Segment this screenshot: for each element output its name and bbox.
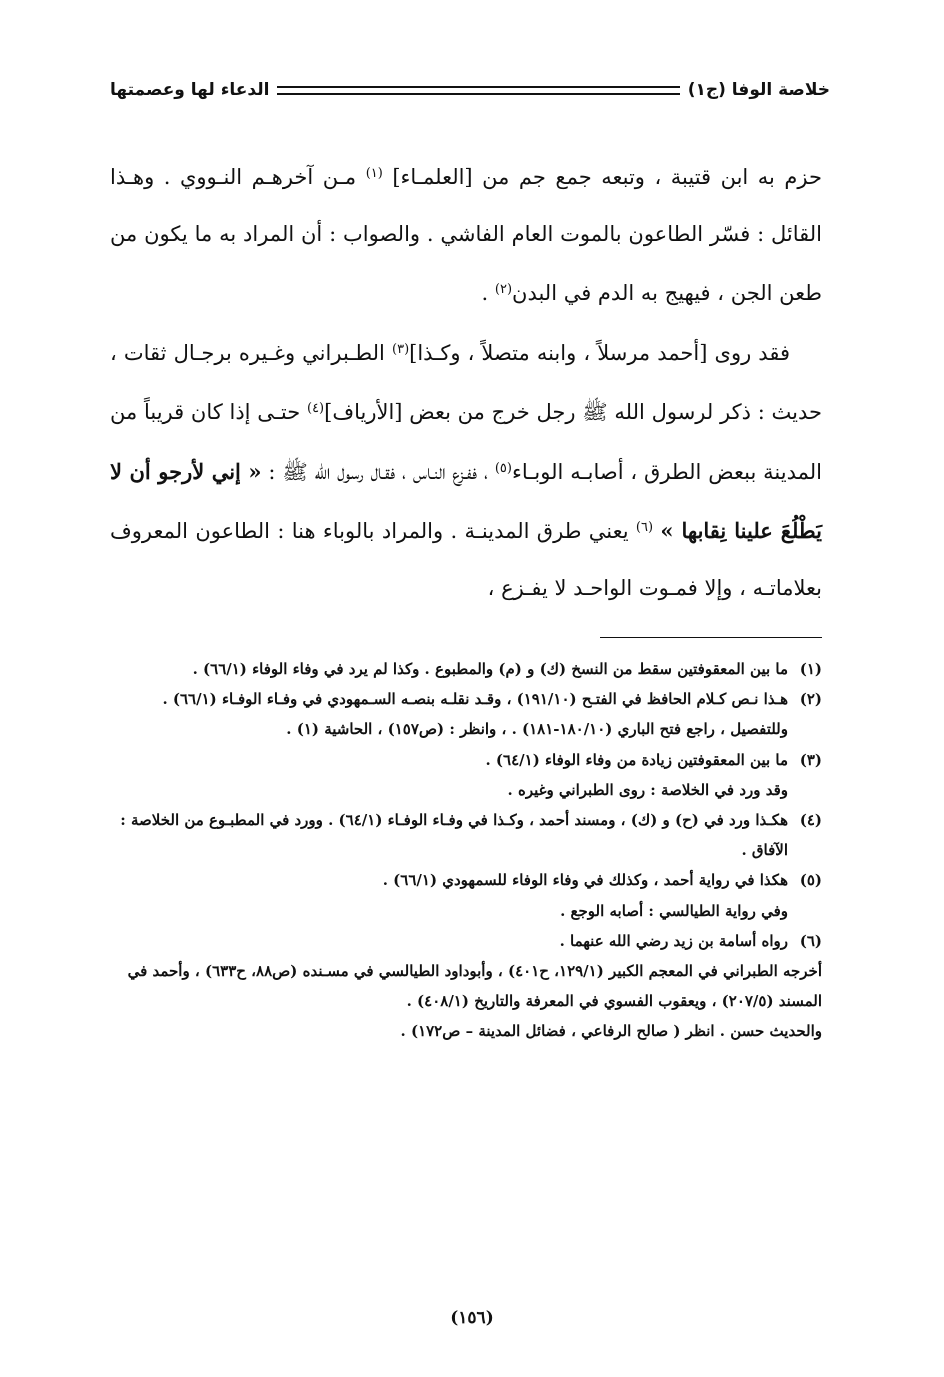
footnote-number: (١) <box>799 660 822 678</box>
footnote-number: (٢) <box>799 690 822 709</box>
p1-part-b: مـن آخرهـم النـووي . وهـذا القائل : فسّر الطاعون بالموت العام الفاشي . والصواب : أن المراد به ما يكون من طعن الجن ، فيهيج به الدم في البدن <box>110 165 822 305</box>
footnote-6-takhrij: أخرجه الطبراني في المعجم الكبير (١٢٩/١، ح٤٠١) ، وأبوداود الطيالسي في مسـنده (ص٨٨، ح٦٣٣) ، وأحمد في المسند (٢٠٧/٥) ، ويعقوب الفسوي في المعرفة والتاريخ (٤٠٨/١) . <box>127 962 822 1011</box>
header-rule <box>277 86 679 95</box>
paragraph-2 <box>110 322 822 617</box>
p1-part-c: . <box>481 281 489 305</box>
p2-part-a: فقد روى [أحمد مرسلاً ، وابنه متصلاً ، وكـذا] <box>409 340 790 365</box>
footnote-text: هكذا في رواية أحمد ، وكذلك في وفاء الوفاء للسمهودي (٦٦/١) . <box>382 871 788 890</box>
footnote-separator <box>600 637 822 638</box>
footnote-ref-2[interactable]: (٢) <box>494 282 513 297</box>
footnote-ref-3[interactable]: (٣) <box>392 341 410 357</box>
running-header <box>110 78 830 102</box>
chapter-title: الدعاء لها وعصمتها <box>110 80 270 100</box>
footnote-ref-1[interactable]: (١) <box>365 166 383 181</box>
footnote-3-continuation: وقد ورد في الخلاصة : روى الطبراني وغيره . <box>507 780 788 799</box>
footnote-6-grading: والحديث حسن . انظر ( صالح الرفاعي ، فضائل المدينة – ص١٧٢) . <box>400 1022 822 1041</box>
footnote-6 <box>110 926 822 956</box>
main-text <box>110 146 822 616</box>
footnote-number: (٦) <box>799 931 822 950</box>
footnote-5 <box>110 865 822 895</box>
p2-part-c: حتـى إذا كان قريباً من المدينة ببعض الطرق ، أصابـه الوبـاء <box>110 400 822 484</box>
paragraph-1 <box>110 146 822 322</box>
p2-part-b: الطـبراني وغـيره برجـال ثقات ، حديث : ذكر لرسول الله ﷺ رجل خرج من بعض [الأرياف] <box>110 340 822 424</box>
footnote-2-continuation: وللتفصيل ، راجع فتح الباري (١٨٠/١٠-١٨١) . ، وانظر : (ص١٥٧) ، الحاشية (١) . <box>286 720 788 739</box>
footnote-text: هكـذا ورد في (ح) و (ك) ، ومسند أحمد ، وكـذا في وفـاء الوفـاء (٦٤/١) . وورد في المطبـوع من الخلاصة : الآفاق . <box>120 811 788 860</box>
footnote-text: رواه أسامة بن زيد رضي الله عنهما . <box>559 931 788 950</box>
footnote-text: ما بين المعقوفتين زيادة من وفاء الوفاء (٦٤/١) . <box>485 750 788 769</box>
footnote-5-continuation: وفي رواية الطيالسي : أصابه الوجع . <box>560 901 788 920</box>
footnote-4 <box>110 805 822 865</box>
footnote-3 <box>110 745 822 775</box>
footnote-text: ما بين المعقوفتين سقط من النسخ (ك) و (م) والمطبوع . وكذا لم يرد في وفاء الوفاء (٦٦/١) . <box>192 660 788 678</box>
p2-part-e: يعني طرق المدينـة . والمراد بالوباء هنا : الطاعون المعروف بعلاماتـه ، وإلا فمـوت الواحـد لا يفـزع ، <box>110 519 822 600</box>
footnote-number: (٥) <box>799 871 822 890</box>
footnote-text: هـذا نـص كـلام الحافظ في الفتـح (١٩١/١٠) ، وقـد نقلـه بنصـه السـمهودي في وفـاء الوفـاء (٦٦/١) . <box>162 690 788 709</box>
p1-part-a: حزم به ابن قتيبة ، وتبعه جمع جم من [العلمـاء] <box>392 165 822 189</box>
footnote-number: (٤) <box>799 811 822 830</box>
footnote-ref-5[interactable]: (٥) <box>494 460 512 476</box>
book-title: خلاصة الوفا (ج١) <box>687 80 830 100</box>
p2-part-d: ، ففـزع النـاس ، فقـال رسول الله ﷺ : <box>268 459 488 484</box>
footnote-2 <box>110 684 822 714</box>
hadith-quote: « إني لأرجو أن لا يَطْلُعَ علينا نِقابها » <box>110 458 822 543</box>
footnote-1 <box>110 654 822 684</box>
footnote-number: (٣) <box>799 750 822 769</box>
footnote-ref-4[interactable]: (٤) <box>306 401 325 416</box>
footnotes <box>110 654 822 1047</box>
page-number: (١٥٦) <box>450 1308 494 1328</box>
footnote-ref-6[interactable]: (٦) <box>635 520 654 535</box>
